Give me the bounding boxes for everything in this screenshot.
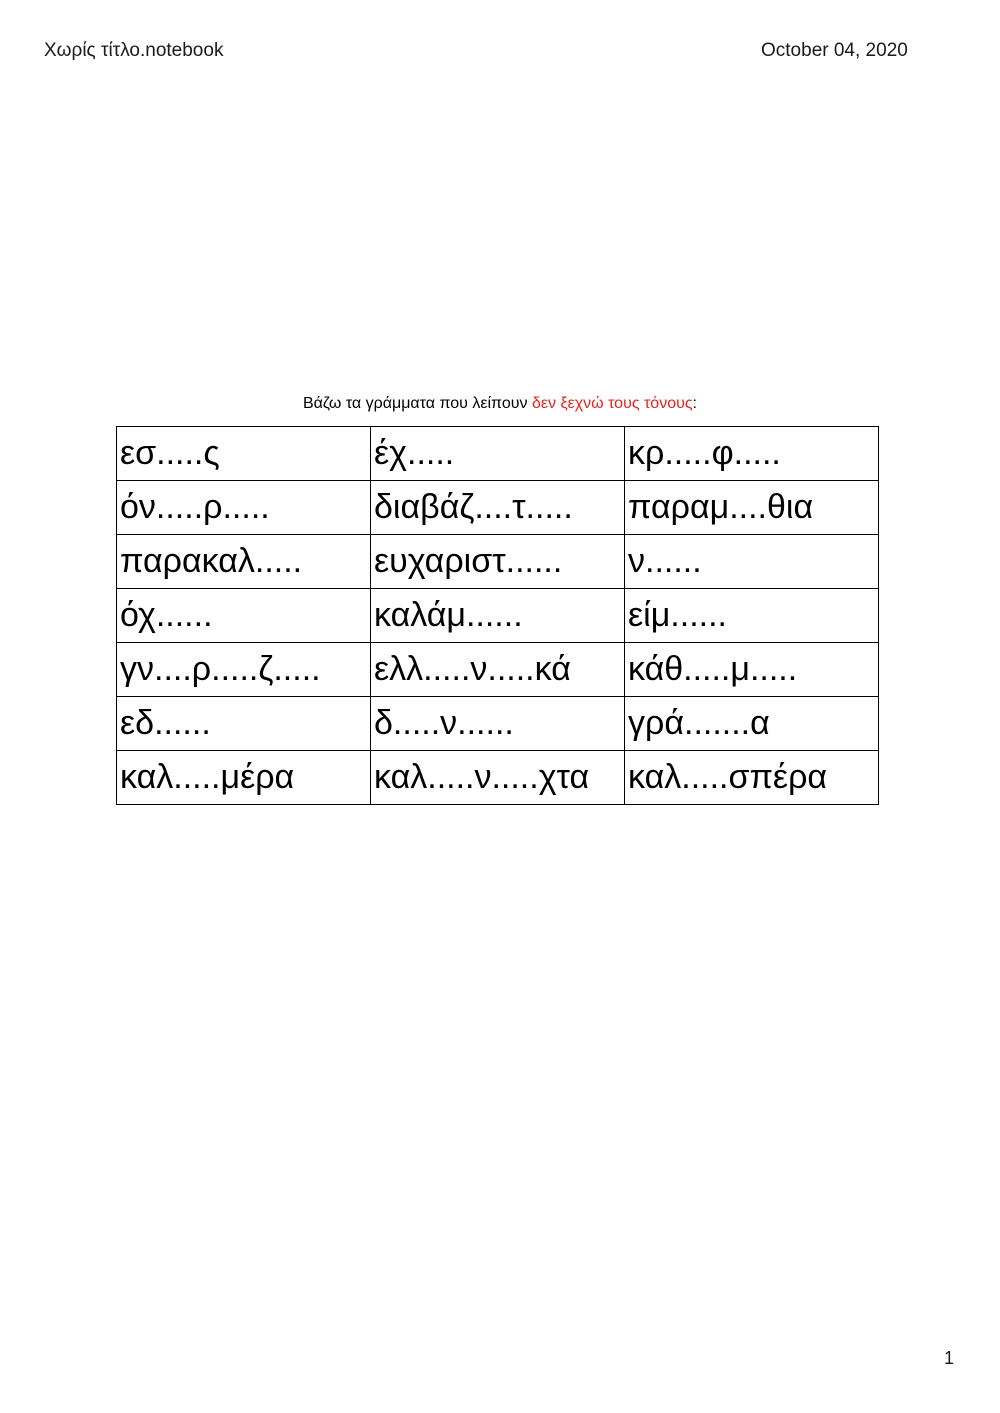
word-cell: είμ...... <box>625 589 879 643</box>
word-cell: καλάμ...... <box>371 589 625 643</box>
word-cell: γρά.......α <box>625 697 879 751</box>
instruction-main: Βάζω τα γράμματα που λείπουν <box>302 395 532 412</box>
word-cell: καλ.....ν.....χτα <box>371 751 625 805</box>
instruction-colon: : <box>692 395 697 412</box>
table-row <box>117 643 879 697</box>
word-cell: παραμ....θια <box>625 481 879 535</box>
word-cell: διαβάζ....τ..... <box>371 481 625 535</box>
table-body <box>117 427 879 805</box>
instruction-emphasis: δεν ξεχνώ τους τόνους <box>531 395 693 412</box>
table-row <box>117 697 879 751</box>
word-cell: εσ.....ς <box>117 427 371 481</box>
word-cell: όχ...... <box>117 589 371 643</box>
word-cell: όν.....ρ..... <box>117 481 371 535</box>
word-cell: παρακαλ..... <box>117 535 371 589</box>
word-cell: ν...... <box>625 535 879 589</box>
word-cell: ευχαριστ...... <box>371 535 625 589</box>
table-row <box>117 427 879 481</box>
word-cell: δ.....ν...... <box>371 697 625 751</box>
table-row <box>117 481 879 535</box>
word-cell: έχ..... <box>371 427 625 481</box>
word-cell: καλ.....μέρα <box>117 751 371 805</box>
table-row <box>117 751 879 805</box>
instruction-text <box>0 395 1000 413</box>
word-cell: κάθ.....μ..... <box>625 643 879 697</box>
table-row <box>117 535 879 589</box>
word-cell: εδ...... <box>117 697 371 751</box>
document-date: October 04, 2020 <box>761 40 908 61</box>
word-cell: κρ.....φ..... <box>625 427 879 481</box>
word-cell: γν....ρ.....ζ..... <box>117 643 371 697</box>
word-cell: καλ.....σπέρα <box>625 751 879 805</box>
document-title: Χωρίς τίτλο.notebook <box>44 40 224 61</box>
page-number: 1 <box>944 1348 955 1368</box>
word-cell: ελλ.....ν.....κά <box>371 643 625 697</box>
table-row <box>117 589 879 643</box>
fill-in-letters-table <box>116 426 879 805</box>
